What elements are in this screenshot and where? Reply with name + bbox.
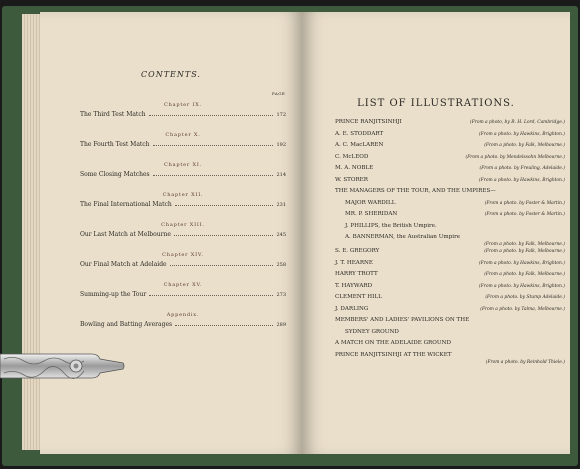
illustration-entry	[335, 352, 565, 366]
leader-dots	[170, 265, 274, 266]
photo-credit: (From a photo. by Hawkins, Brighton.)	[478, 260, 565, 266]
photo-credit: (From a photo. by Freuling, Adelaide.)	[479, 166, 565, 171]
leader-dots	[175, 205, 274, 206]
illustration-entry	[335, 340, 565, 347]
photo-credit: (From a photo, by R. H. Lord, Cambridge.)	[469, 120, 565, 125]
illustration-entry	[335, 283, 565, 290]
bookmark-clip-icon	[0, 351, 125, 381]
chapter-heading: Chapter IX.	[163, 102, 203, 108]
illustration-label: A. E. STODDART	[335, 130, 384, 137]
illustration-entry	[335, 329, 565, 336]
photo-credit: (From a photo. by Falk, Melbourne.)	[484, 242, 565, 247]
illustration-entry	[335, 234, 565, 248]
contents-title: CONTENTS.	[141, 70, 201, 79]
chapter-page-number: 192	[276, 142, 286, 148]
photo-credit: (From a photo. by Hawkins, Brighton.)	[478, 177, 565, 183]
illustration-entry	[335, 142, 565, 149]
contents-entry	[80, 162, 286, 179]
illustration-label: T. HAYWARD	[335, 282, 373, 289]
illustration-entry	[335, 154, 565, 161]
illustration-label: HARRY TROTT	[335, 271, 378, 277]
illustrations-page	[302, 12, 570, 454]
photo-credit: (From a photo. by Hawkins, Brighton.)	[478, 131, 565, 137]
illustration-entry	[335, 177, 565, 184]
photo-credit: (From a photo. by Falk, Melbourne.)	[484, 249, 565, 254]
chapter-heading: Chapter XIV.	[162, 252, 204, 258]
illustration-entry	[335, 271, 565, 278]
chapter-heading: Appendix.	[166, 312, 200, 318]
chapter-heading: Chapter XV.	[163, 282, 203, 288]
leader-dots	[153, 145, 274, 146]
chapter-heading: Chapter XIII.	[161, 222, 205, 228]
illustrations-title: LIST OF ILLUSTRATIONS.	[357, 98, 515, 109]
chapter-heading: Chapter XI.	[163, 162, 203, 168]
illustration-label: A. C. MacLAREN	[335, 142, 384, 148]
chapter-page-number: 273	[276, 292, 286, 298]
chapter-title: Bowling and Batting Averages	[80, 321, 173, 328]
contents-entry	[80, 282, 286, 299]
illustration-label: A MATCH ON THE ADELAIDE GROUND	[335, 340, 451, 346]
photo-credit: (From a photo. by Mendelssohn Melbourne.)	[465, 154, 565, 160]
illustration-label: CLEMENT HILL	[335, 294, 382, 300]
illustration-label: MR. P. SHERIDAN	[345, 211, 398, 217]
illustration-entry	[335, 211, 565, 218]
contents-entry	[80, 222, 286, 239]
illustration-entry	[335, 188, 565, 195]
illustration-entry	[335, 200, 565, 207]
contents-page	[40, 12, 302, 454]
chapter-title: The Fourth Test Match	[80, 141, 150, 148]
illustration-label: A. BANNERMAN, the Australian Umpire	[345, 234, 461, 240]
contents-entry	[80, 132, 286, 149]
illustration-entry	[335, 306, 565, 313]
photo-credit: (From a photo. by Talma, Melbourne.)	[480, 306, 565, 312]
illustration-label: SYDNEY GROUND	[345, 328, 399, 335]
illustration-label: M. A. NOBLE	[335, 165, 374, 171]
photo-credit: (From a photo. by Hawkins, Brighton.)	[478, 283, 565, 289]
leader-dots	[149, 295, 273, 296]
illustration-label: J. T. HEARNE	[335, 259, 374, 266]
illustration-label: J. DARLING	[335, 305, 369, 312]
contents-entry	[80, 192, 286, 209]
chapter-page-number: 214	[276, 172, 286, 178]
chapter-heading: Chapter XII.	[162, 192, 204, 198]
leader-dots	[175, 325, 273, 326]
contents-entry	[80, 312, 286, 329]
illustration-label: MAJOR WARDILL	[345, 199, 396, 206]
photo-credit: (From a photo. by Stump Adelaide.)	[485, 295, 565, 300]
chapter-title: Some Closing Matches	[80, 171, 150, 178]
illustration-entry	[335, 119, 565, 126]
photo-credit: (From a photo. by Falk, Melbourne.)	[484, 272, 565, 277]
illustration-entry	[335, 165, 565, 172]
photo-credit: (From a photo. by Foster & Martin.)	[484, 200, 565, 206]
contents-entry	[80, 102, 286, 119]
illustration-label: C. McLEOD	[335, 153, 369, 160]
chapter-title: The Final International Match	[80, 201, 172, 208]
page-edges	[22, 14, 42, 450]
leader-dots	[174, 235, 274, 236]
leader-dots	[153, 175, 274, 176]
illustration-label: W. STORER	[335, 176, 368, 183]
illustration-label: THE MANAGERS OF THE TOUR, AND THE UMPIRES—	[335, 188, 496, 194]
chapter-page-number: 258	[276, 262, 286, 268]
photo-credit: (From a photo. by Falk, Melbourne.)	[484, 143, 565, 148]
illustration-label: PRINCE RANJITSINHJI	[335, 119, 402, 125]
chapter-heading: Chapter X.	[165, 132, 201, 138]
illustration-entry	[335, 294, 565, 301]
page-column-label: PAGE	[272, 91, 286, 96]
chapter-page-number: 245	[276, 232, 286, 238]
chapter-title: The Third Test Match	[80, 111, 146, 118]
illustration-label: MEMBERS' AND LADIES' PAVILIONS ON THE	[335, 317, 470, 323]
chapter-title: Our Final Match at Adelaide	[80, 261, 167, 268]
photo-credit: (From a photo. by Reinhold Thiele.)	[485, 359, 565, 365]
illustration-entry	[335, 248, 565, 255]
illustration-label: S. E. GREGORY	[335, 248, 380, 254]
chapter-page-number: 231	[276, 202, 286, 208]
leader-dots	[149, 115, 274, 116]
chapter-page-number: 289	[276, 322, 286, 328]
illustration-entry	[335, 223, 565, 230]
chapter-page-number: 172	[276, 112, 286, 118]
illustration-entry	[335, 260, 565, 267]
contents-entry	[80, 252, 286, 269]
illustration-label: J. PHILLIPS, the British Umpire.	[345, 222, 437, 229]
chapter-title: Our Last Match at Melbourne	[80, 231, 171, 238]
illustration-label: PRINCE RANJITSINHJI AT THE WICKET	[335, 351, 452, 358]
chapter-title: Summing-up the Tour	[80, 291, 147, 298]
illustration-entry	[335, 317, 565, 324]
photo-credit: (From a photo. by Foster & Martin.)	[484, 212, 565, 217]
illustration-entry	[335, 131, 565, 138]
